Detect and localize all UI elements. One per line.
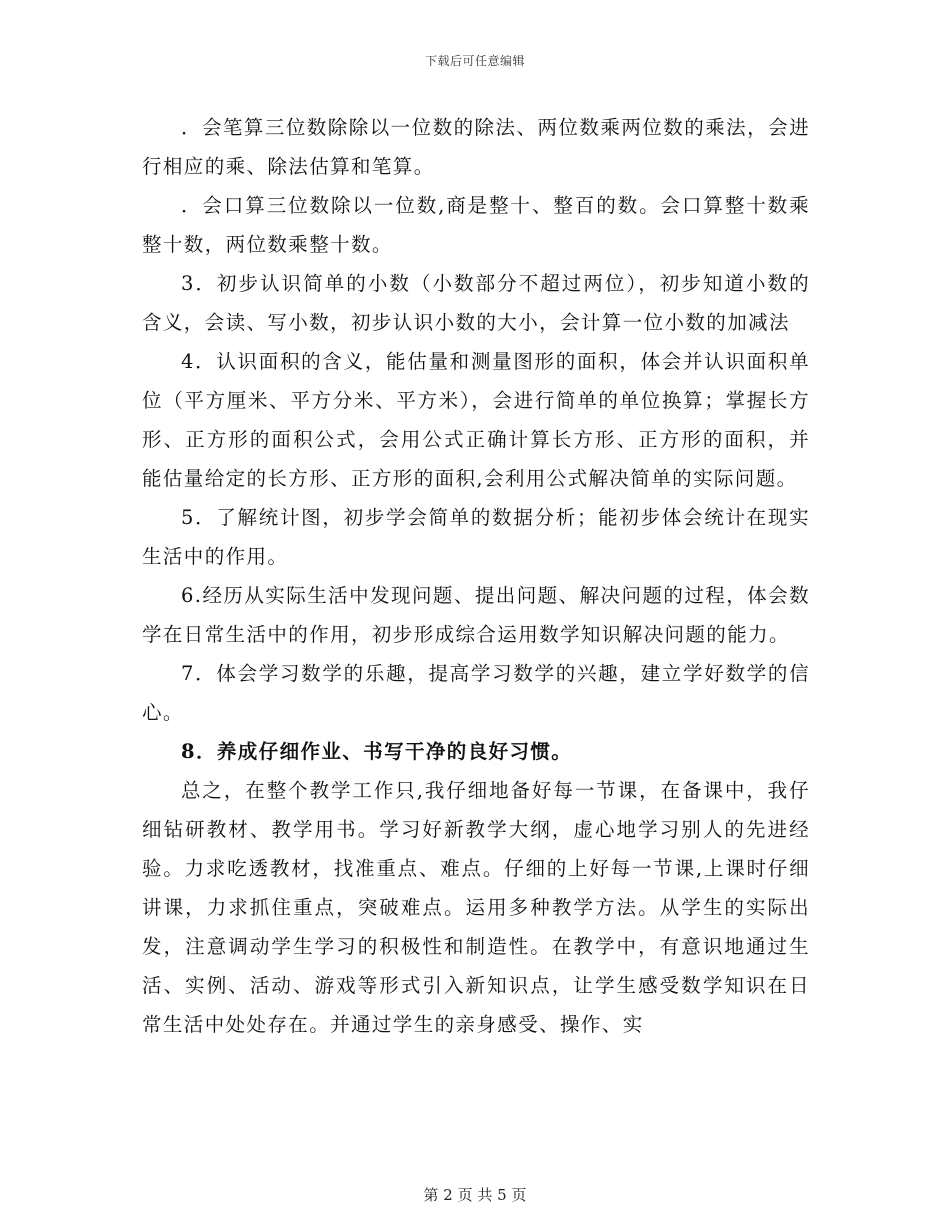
document-body: [142, 108, 810, 1044]
paragraph-2: ．会口算三位数除以一位数,商是整十、整百的数。会口算整十数乘整十数，两位数乘整十数。: [142, 194, 810, 256]
page-header: 下载后可任意编辑: [424, 54, 525, 68]
paragraph-3: 3．初步认识简单的小数（小数部分不超过两位），初步知道小数的含义，会读、写小数，初步认识小数的大小，会计算一位小数的加减法: [142, 272, 810, 334]
paragraph-8-bold: 8．养成仔细作业、书写干净的良好习惯。: [181, 740, 573, 763]
paragraph-6: 6.经历从实际生活中发现问题、提出问题、解决问题的过程，体会数学在日常生活中的作用，初步形成综合运用数学知识解决问题的能力。: [142, 584, 810, 646]
paragraph-5: 5．了解统计图，初步学会简单的数据分析；能初步体会统计在现实生活中的作用。: [142, 506, 810, 568]
paragraph-4: 4．认识面积的含义，能估量和测量图形的面积，体会并认识面积单位（平方厘米、平方分米、平方米），会进行简单的单位换算；掌握长方形、正方形的面积公式，会用公式正确计算长方形、正方形的面积，并能估量给定的长方形、正方形的面积,会利用公式解决简单的实际问题。: [142, 350, 810, 490]
paragraph-7: 7．体会学习数学的乐趣，提高学习数学的兴趣，建立学好数学的信心。: [142, 662, 810, 724]
paragraph-summary: 总之，在整个教学工作只,我仔细地备好每一节课，在备课中，我仔细钻研教材、教学用书。学习好新教学大纲，虚心地学习别人的先进经验。力求吃透教材，找准重点、难点。仔细的上好每一节课,上课时仔细讲课，力求抓住重点，突破难点。运用多种教学方法。从学生的实际出发，注意调动学生学习的积极性和制造性。在教学中，有意识地通过生活、实例、活动、游戏等形式引入新知识点，让学生感受数学知识在日常生活中处处存在。并通过学生的亲身感受、操作、实: [142, 779, 810, 1036]
paragraph-1: ．会笔算三位数除除以一位数的除法、两位数乘两位数的乘法，会进行相应的乘、除法估算和笔算。: [142, 116, 810, 178]
page-footer: 第 2 页 共 5 页: [423, 1186, 527, 1204]
